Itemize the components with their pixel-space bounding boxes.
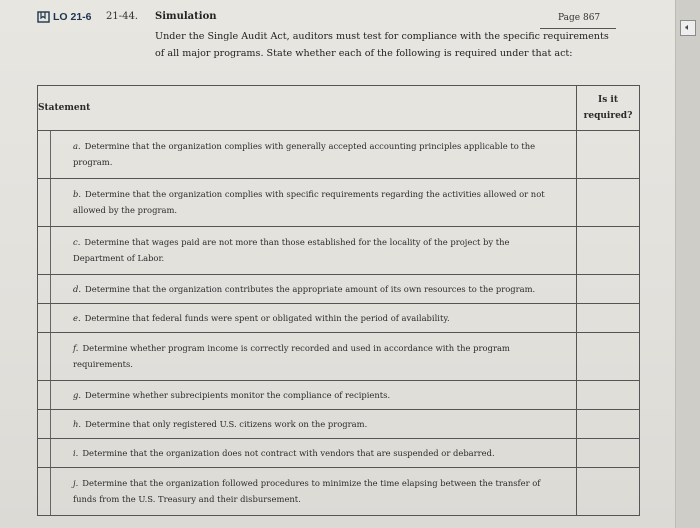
row-letter: j. (73, 478, 79, 488)
row-statement: Determine whether program income is correctly recorded and used in accordance with the program requirements. (73, 343, 510, 369)
learning-objective-badge (37, 11, 92, 23)
side-toolbar (675, 0, 700, 528)
answer-cell[interactable] (577, 410, 640, 439)
table-row (38, 275, 640, 304)
requirements-table (37, 85, 640, 516)
row-statement: Determine that the organization contributes the appropriate amount of its own resources to the program. (85, 283, 536, 294)
row-letter: b. (73, 189, 82, 199)
answer-cell[interactable] (577, 275, 640, 304)
answer-cell[interactable] (577, 131, 640, 179)
answer-cell[interactable] (577, 179, 640, 227)
row-letter: i. (73, 447, 79, 458)
problem-number: 21-44. (106, 11, 139, 22)
statement-column-header: Statement (38, 86, 577, 131)
answer-cell[interactable] (577, 333, 640, 381)
row-statement: Determine that the organization does not contract with vendors that are suspended or debarred. (82, 447, 495, 458)
lo-bookmark-icon (37, 11, 50, 23)
row-statement: Determine that only registered U.S. citizens work on the program. (85, 418, 368, 429)
table-row (38, 333, 640, 381)
required-header-line1: Is it (598, 95, 618, 105)
answer-cell[interactable] (577, 439, 640, 468)
lo-badge-label: LO 21-6 (53, 11, 92, 23)
row-statement: Determine that the organization followed procedures to minimize the time elapsing between the transfer of funds from the U.S. Treasury and their disbursement. (73, 478, 541, 504)
table-row (38, 131, 640, 179)
row-letter: h. (73, 418, 82, 429)
row-letter: c. (73, 237, 81, 247)
table-row (38, 381, 640, 410)
answer-cell[interactable] (577, 468, 640, 516)
problem-title: Simulation (155, 11, 217, 22)
problem-instructions: Under the Single Audit Act, auditors must test for compliance with the specific requirements of all major programs. State whether each of the following is required under that act: (155, 31, 609, 59)
row-statement: Determine that wages paid are not more than those established for the locality of the project by the Department of Labor. (73, 237, 510, 263)
table-row (38, 410, 640, 439)
row-statement: Determine that federal funds were spent or obligated within the period of availability. (84, 312, 450, 323)
required-column-header (577, 86, 640, 131)
answer-cell[interactable] (577, 304, 640, 333)
row-letter: e. (73, 312, 81, 323)
answer-cell[interactable] (577, 227, 640, 275)
speaker-icon[interactable]: 🔈︎ (680, 20, 696, 36)
row-letter: a. (73, 141, 81, 151)
row-statement: Determine that the organization complies with generally accepted accounting principles applicable to the program. (73, 141, 536, 167)
table-row (38, 468, 640, 516)
required-header-line2: required? (583, 111, 633, 121)
table-row (38, 439, 640, 468)
row-statement: Determine whether subrecipients monitor the compliance of recipients. (85, 389, 391, 400)
answer-cell[interactable] (577, 381, 640, 410)
row-letter: g. (73, 389, 82, 400)
table-row (38, 179, 640, 227)
table-row (38, 304, 640, 333)
row-letter: d. (73, 283, 82, 294)
row-letter: f. (73, 343, 79, 353)
page-reference: Page 867 (558, 13, 601, 23)
row-statement: Determine that the organization complies with specific requirements regarding the activities allowed or not allowed by the program. (73, 189, 545, 215)
table-row (38, 227, 640, 275)
